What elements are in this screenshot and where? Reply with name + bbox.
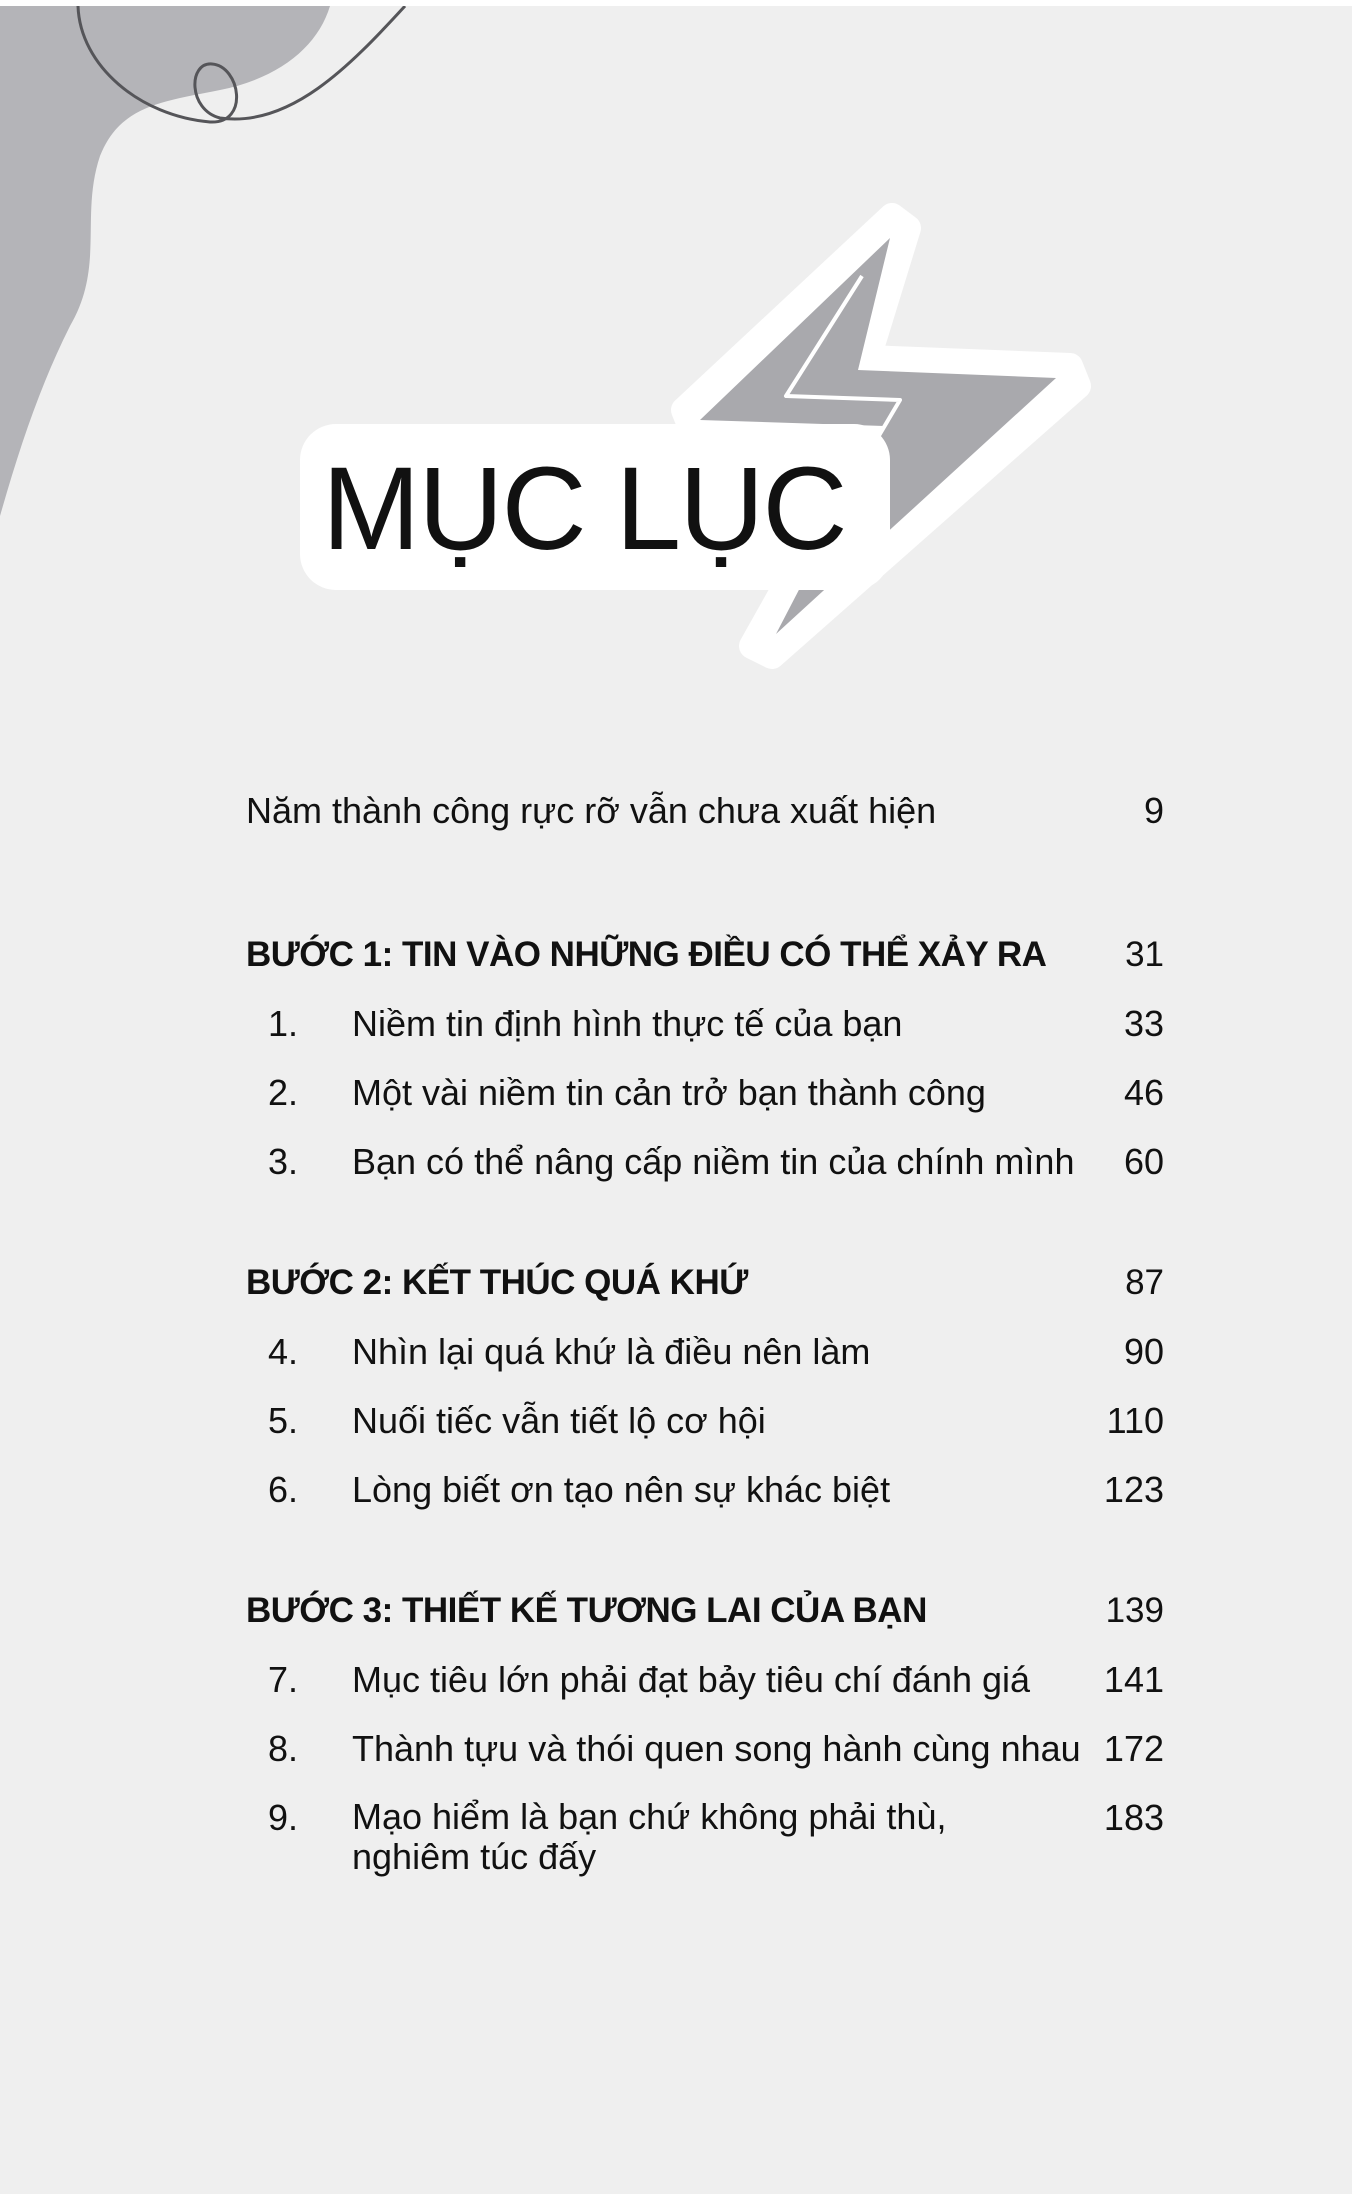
chapter-label: Mục tiêu lớn phải đạt bảy tiêu chí đánh giá xyxy=(352,1659,1031,1700)
chapter-label: Nuối tiếc vẫn tiết lộ cơ hội xyxy=(352,1400,766,1441)
toc-page-number: 46 xyxy=(1123,1072,1164,1113)
toc-page-number: 87 xyxy=(1125,1263,1164,1302)
toc-chapter-entry[interactable] xyxy=(246,989,1164,1058)
toc-section-heading[interactable] xyxy=(246,1576,1164,1645)
toc-page-number: 33 xyxy=(1123,1003,1164,1044)
chapter-number: 2. xyxy=(268,1072,299,1113)
chapter-label: Lòng biết ơn tạo nên sự khác biệt xyxy=(352,1469,891,1510)
chapter-number: 6. xyxy=(268,1469,299,1510)
toc-section-heading[interactable] xyxy=(246,920,1164,989)
toc-chapter-entry[interactable] xyxy=(246,1317,1164,1386)
toc-chapter-entry[interactable] xyxy=(246,1714,1164,1783)
toc-page-number: 123 xyxy=(1103,1469,1164,1510)
toc-chapter-entry[interactable] xyxy=(246,1127,1164,1196)
table-of-contents xyxy=(246,776,1164,1883)
toc-page xyxy=(0,6,1352,2194)
toc-chapter-entry[interactable] xyxy=(246,1455,1164,1524)
chapter-number: 5. xyxy=(268,1400,299,1441)
toc-intro-entry[interactable] xyxy=(246,776,1164,845)
section-label: BƯỚC 1: TIN VÀO NHỮNG ĐIỀU CÓ THỂ XẢY RA xyxy=(246,935,1047,974)
page-title: MỤC LỤC xyxy=(322,443,846,575)
chapter-number: 7. xyxy=(268,1659,299,1700)
chapter-number: 8. xyxy=(268,1728,299,1769)
toc-entry-label: Năm thành công rực rỡ vẫn chưa xuất hiện xyxy=(246,790,937,831)
corner-blob-decoration xyxy=(0,6,330,516)
chapter-label: Một vài niềm tin cản trở bạn thành công xyxy=(352,1072,986,1113)
toc-page-number: 90 xyxy=(1123,1331,1164,1372)
chapter-number: 9. xyxy=(268,1797,299,1838)
section-label: BƯỚC 2: KẾT THÚC QUÁ KHỨ xyxy=(246,1263,748,1302)
toc-chapter-entry[interactable] xyxy=(246,1645,1164,1714)
toc-page-number: 139 xyxy=(1105,1591,1164,1630)
toc-page-number: 9 xyxy=(1143,790,1164,831)
toc-chapter-entry[interactable] xyxy=(246,1783,1164,1883)
toc-page-number: 172 xyxy=(1103,1728,1164,1769)
chapter-label: Mạo hiểm là bạn chứ không phải thù, nghiêm túc đấy xyxy=(352,1796,947,1877)
toc-page-number: 60 xyxy=(1123,1141,1164,1182)
toc-section-heading[interactable] xyxy=(246,1248,1164,1317)
section-label: BƯỚC 3: THIẾT KẾ TƯƠNG LAI CỦA BẠN xyxy=(246,1591,927,1630)
toc-page-number: 183 xyxy=(1103,1797,1164,1838)
toc-chapter-entry[interactable] xyxy=(246,1058,1164,1127)
chapter-number: 3. xyxy=(268,1141,299,1182)
toc-page-number: 141 xyxy=(1103,1659,1164,1700)
toc-chapter-entry[interactable] xyxy=(246,1386,1164,1455)
chapter-label: Niềm tin định hình thực tế của bạn xyxy=(352,1003,903,1044)
chapter-label: Thành tựu và thói quen song hành cùng nhau xyxy=(352,1728,1081,1769)
chapter-label: Bạn có thể nâng cấp niềm tin của chính mình xyxy=(352,1141,1075,1182)
toc-page-number: 31 xyxy=(1125,935,1164,974)
decoration-layer xyxy=(0,6,1352,726)
toc-page-number: 110 xyxy=(1106,1400,1164,1441)
chapter-number: 4. xyxy=(268,1331,299,1372)
chapter-number: 1. xyxy=(268,1003,299,1044)
chapter-label: Nhìn lại quá khứ là điều nên làm xyxy=(352,1331,871,1372)
